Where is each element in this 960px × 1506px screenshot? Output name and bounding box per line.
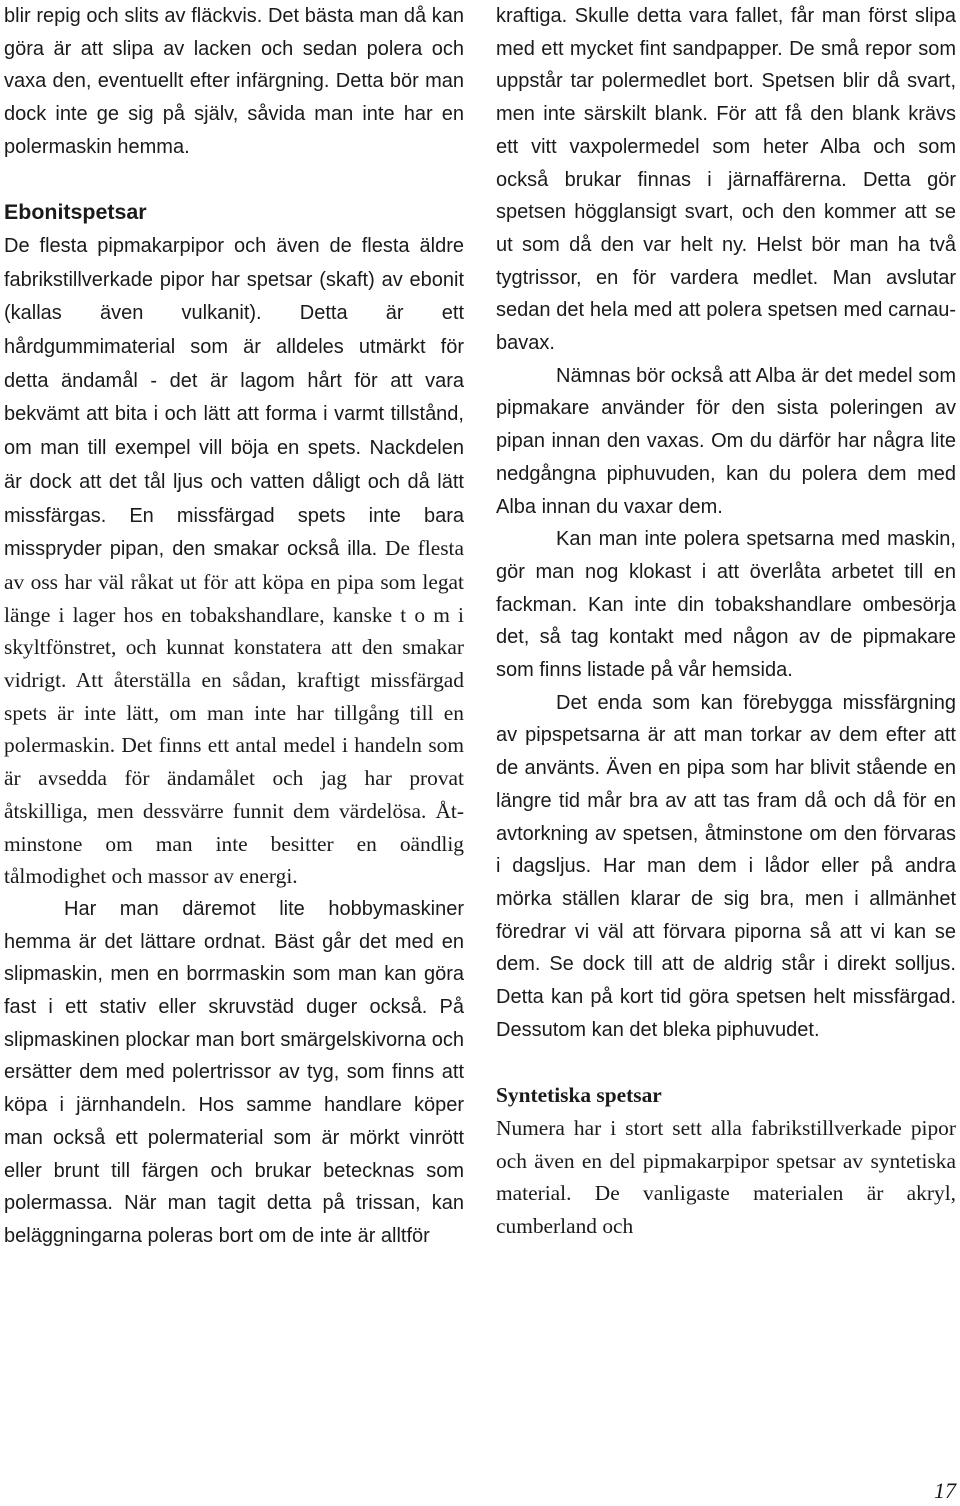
left-column [4, 0, 464, 1253]
prevent-paragraph: Det enda som kan förebygga missfärgning av pipspetsarna är att man torkar av dem efter att de använts. Även en pipa som har blivit stående en längre tid mår bra av att tas fram då och då för en avtorkning av spetsen, åtminstone om den förvaras i dagsljus. Har man dem i lådor eller på andra mörka ställen klarar de sig bra, men i allmänhet föredrar vi väl att förvara piporna så att vi kan se dem. Se dock till att de aldrig står i direkt solljus. Detta kan på kort tid göra spetsen helt missfärgad. Dessutom kan det bleka piphuvudet. [496, 691, 956, 1041]
intro-paragraph: blir repig och slits av fläckvis. Det bästa man då kan göra är att slipa av lacken och sedan polera och vaxa den, eventuellt efter infärgning. Detta bör man dock inte ge sig på själv, såvida man inte har en polermaskin hemma. [4, 5, 464, 158]
continued-paragraph: kraftiga. Skulle detta vara fallet, får man först slipa med ett mycket fint sandpapper. De små repor som uppstår tar polermedlet bort. Spetsen blir då svart, men inte särskilt blank. För att få den blank krävs ett vitt vaxpolermedel som heter Alba och som också brukar finnas i järnaffärerna. Detta gör spetsen högglansigt svart, och den kommer att se ut som då den var helt ny. Helst bör man ha två tygtrissor, en för vardera medlet. Man avslutar sedan det hela med att polera spetsen med carnaubavax. [496, 5, 956, 355]
page-number: 17 [934, 1478, 956, 1503]
ebonite-heading: Ebonitspetsar [4, 200, 147, 225]
right-column [496, 0, 956, 1243]
ebonite-paragraph [4, 229, 464, 893]
ebonite-paragraph-sans-part: De flesta pipmakarpipor och även de flesta äldre fabrikstillverkade pipor har spetsar (skaft) av ebonit (kallas även vulkanit). Detta är ett hårdgummimaterial som är alldeles utmärkt för detta ändamål - det är lagom hårt för att vara bekvämt att bita i och lätt att forma i varmt tillstånd, om man till exempel vill böja en spets. Nackdelen är dock att det tål ljus och vatten dåligt och då lätt missfärgas. En missfärgad spets inte bara misspryder pipan, den smakar också illa. [4, 234, 464, 561]
alba-paragraph: Nämnas bör också att Alba är det medel som pipmakare använder för den sista poleringen av pipan innan den vaxas. Om du därför har några lite nedgångna piphuvuden, kan du polera dem med Alba innan du vaxar dem. [496, 364, 956, 518]
hobby-paragraph: Har man däremot lite hobbymaskiner hemma är det lättare ordnat. Bäst går det med en slipmaskin, men en borrmaskin som man kan göra fast i ett stativ eller skruvstäd duger också. På slipmaskinen plockar man bort smärgelskivorna och ersätter dem med polertrissor av tyg, som finns att köpa i järnhandeln. Hos samme handlare köper man också ett polermaterial som är mörkt vinrött eller brunt till färgen och brukar betecknas som polermassa. När man tagit detta på trissan, kan beläggningarna poleras bort om de inte är alltför [4, 897, 464, 1247]
machine-paragraph: Kan man inte polera spetsarna med maskin, gör man nog klokast i att överlåta arbetet till en fackman. Kan inte din tobakshandlare ombesörja det, så tag kontakt med någon av de pipmakare som finns listade på vår hemsida. [496, 528, 956, 682]
synthetic-heading: Syntetiska spetsar [496, 1083, 662, 1108]
synthetic-paragraph: Numera har i stort sett alla fabrikstillverkade pipor och även en del pipmakarpipor spetsar av syntetiska material. De vanligaste materialen är akryl, cumberland och [496, 1115, 956, 1238]
ebonite-paragraph-serif-part: De flesta av oss har väl råkat ut för att köpa en pipa som legat länge i lager hos en tobakshandlare, kanske t o m i skyltfönstret, och kunnat konstatera att den smakar vidrigt. Att återställa en sådan, kraftigt missfärgad spets är inte lätt, om man inte har tillgång till en polermaskin. Det finns ett antal medel i handeln som är avsedda för ändamålet och jag har provat åtskilliga, men dessvärre funnit dem värdelösa. Åtminstone om man inte besitter en oändlig tålmodighet och massor av energi. [4, 536, 464, 889]
